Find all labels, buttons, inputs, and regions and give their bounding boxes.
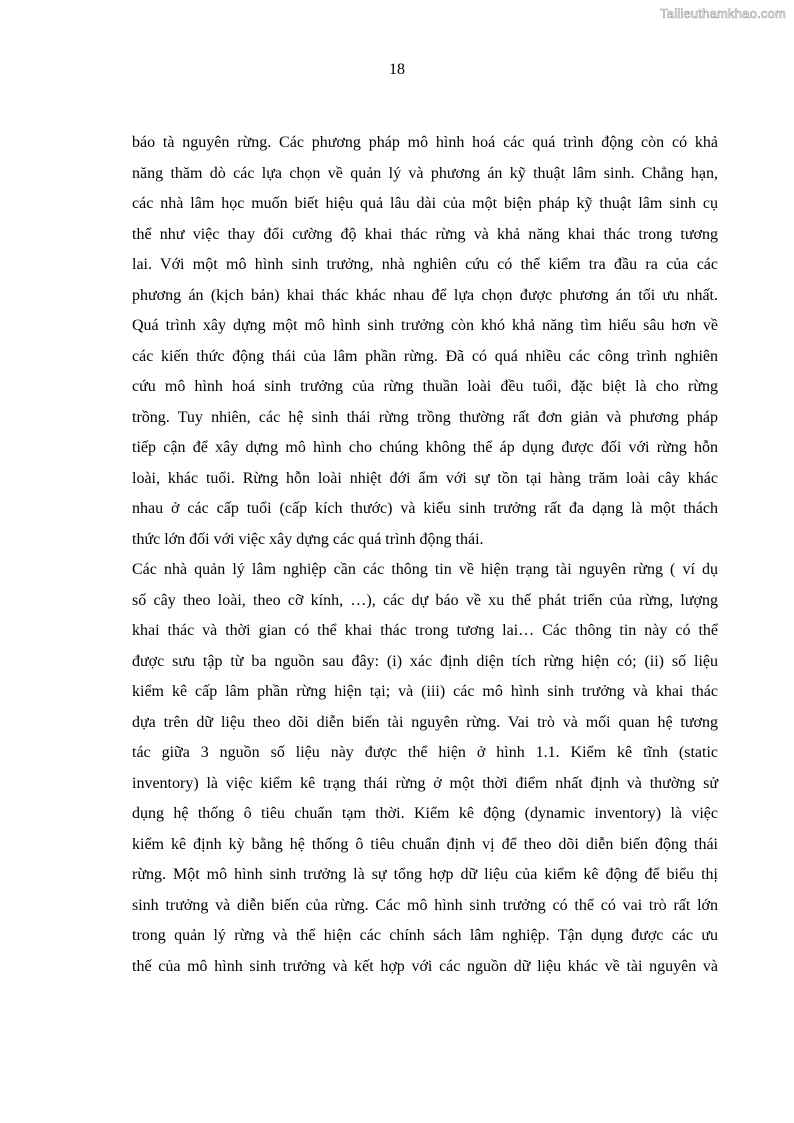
text-line: trong quản lý rừng và thể hiện các chính sách lâm nghiệp. Tận dụng được các ưu (132, 927, 718, 944)
text-line: các nhà lâm học muốn biết hiệu quả lâu dài của một biện pháp kỹ thuật lâm sinh cụ (132, 195, 718, 212)
text-line: báo tà nguyên rừng. Các phương pháp mô hình hoá các quá trình động còn có khả (132, 134, 718, 151)
text-line: tác giữa 3 nguồn số liệu này được thể hiện ở hình 1.1. Kiểm kê tĩnh (static (132, 744, 718, 761)
text-line: inventory) là việc kiểm kê trạng thái rừng ở một thời điểm nhất định và thường sử (132, 774, 718, 792)
text-line: được sưu tập từ ba nguồn sau đây: (i) xác định diện tích rừng hiện có; (ii) số liệu (132, 652, 718, 670)
text-line: Các nhà quản lý lâm nghiệp cần các thông tin về hiện trạng tài nguyên rừng ( ví dụ (132, 561, 718, 578)
text-line: trồng. Tuy nhiên, các hệ sinh thái rừng trồng thường rất đơn giản và phương pháp (132, 408, 718, 426)
text-line: thức lớn đối với việc xây dựng các quá trình động thái. (132, 530, 484, 548)
text-line: dựa trên dữ liệu theo dõi diễn biến tài nguyên rừng. Vai trò và mối quan hệ tương (132, 713, 718, 731)
text-line: kiểm kê cấp lâm phần rừng hiện tại; và (iii) các mô hình sinh trưởng và khai thác (132, 683, 718, 700)
paragraph-2 (132, 555, 718, 982)
text-line: cứu mô hình hoá sinh trưởng của rừng thuần loài đều tuổi, đặc biệt là cho rừng (132, 378, 718, 395)
text-line: nhau ở các cấp tuổi (cấp kích thước) và kiểu sinh trưởng rất đa dạng là một thách (132, 500, 718, 517)
text-line: loài, khác tuổi. Rừng hỗn loài nhiệt đới ẩm với sự tồn tại hàng trăm loài cây khác (132, 469, 718, 487)
text-line: dụng hệ thống ô tiêu chuẩn tạm thời. Kiểm kê động (dynamic inventory) là việc (132, 805, 718, 822)
text-line: tiếp cận để xây dựng mô hình cho chúng không thể áp dụng được đối với rừng hỗn (132, 439, 718, 456)
text-line: thể như việc thay đổi cường độ khai thác rừng và khả năng khai thác trong tương (132, 225, 718, 243)
text-line: sinh trưởng và diễn biến của rừng. Các mô hình sinh trưởng có thể có vai trò rất lớn (132, 896, 718, 914)
text-line: năng thăm dò các lựa chọn về quản lý và phương án kỹ thuật lâm sinh. Chẳng hạn, (132, 164, 718, 182)
text-line: khai thác và thời gian có thể khai thác trong tương lai… Các thông tin này có thể (132, 622, 718, 639)
text-line: thế của mô hình sinh trưởng và kết hợp với các nguồn dữ liệu khác về tài nguyên và (132, 957, 718, 975)
text-line: rừng. Một mô hình sinh trưởng là sự tổng hợp dữ liệu của kiểm kê động để biểu thị (132, 866, 718, 883)
text-line: lai. Với một mô hình sinh trưởng, nhà nghiên cứu có thể kiểm tra đầu ra của các (132, 256, 718, 273)
text-line: phương án (kịch bản) khai thác khác nhau để lựa chọn được phương án tối ưu nhất. (132, 286, 718, 304)
text-line: các kiến thức động thái của lâm phần rừng. Đã có quá nhiều các công trình nghiên (132, 347, 718, 365)
text-line: Quá trình xây dựng một mô hình sinh trưởng còn khó khả năng tìm hiểu sâu hơn về (132, 317, 718, 334)
text-line: kiểm kê định kỳ bằng hệ thống ô tiêu chuẩn định vị để theo dõi diễn biến động thái (132, 835, 718, 853)
page-number: 18 (389, 61, 405, 78)
watermark: Tailieuthamkhao.com (660, 6, 786, 21)
document-body (132, 128, 718, 982)
text-line: số cây theo loài, theo cỡ kính, …), các dự báo về xu thế phát triển của rừng, lượng (132, 591, 718, 609)
paragraph-1 (132, 128, 718, 555)
